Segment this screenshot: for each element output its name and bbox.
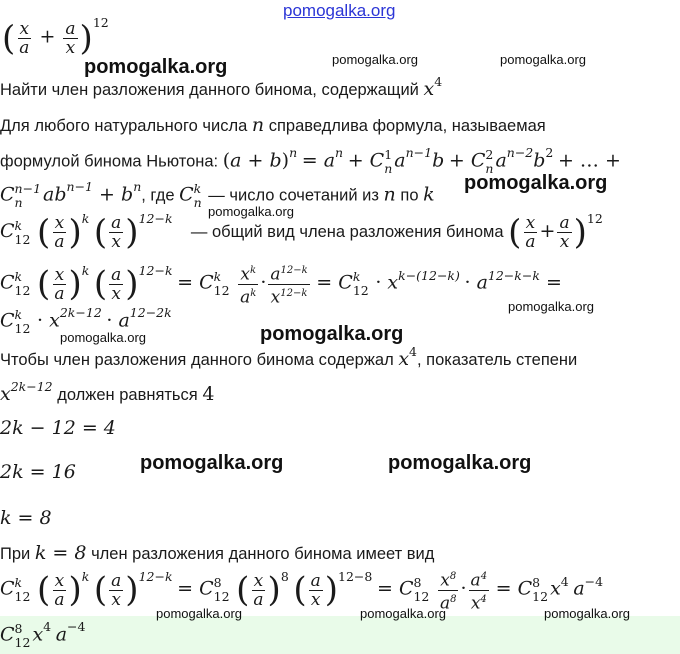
general-term-line: C k 12 ( $\frac{x}{a}$ )$^k$ ( $\frac{a}{x}$ )$^{12-k}$ — общий вид члена разложения бинома ( $\frac{x}{a}$ + $\frac{a}{x}$ )$^{12}$ (0, 210, 603, 253)
watermark: pomogalka.org (260, 323, 404, 345)
final-substitution: C k 12 ( $\frac{x}{a}$ )$^k$ ( $\frac{a}{x}$ )$^{12-k}$ = C 8 12 ( $\frac{x}{a}$ )$^8$ ( $\frac{a}{x}$ )$^{12-8}$ = C 8 12 $\frac{x^8}{a^8}$ · $\frac{a^4}{x^4}$ = C 8 12 $x^4$ $a^{-4}$ (0, 568, 604, 614)
expansion-result: C k 12 · $x^{2k-12} \cdot a^{12-2k}$ (0, 305, 172, 336)
watermark: pomogalka.org (60, 330, 146, 345)
expansion-line: C k 12 ( $\frac{x}{a}$ )$^k$ ( $\frac{a}{x}$ )$^{12-k}$ = C k 12 $\frac{x^k}{a^k}$ · $\frac{a^{12-k}}{x^{12-k}}$ = C k 12 · $x^{k-(12-k)} \cdot a^{12-k-k}$ = (0, 262, 562, 308)
intro-line-1: Для любого натурального числа n справедлива формула, называемая (0, 114, 546, 136)
equation-3: k = 8 (0, 507, 52, 529)
condition-line-2: $x^{2k-12}$ должен равняться 4 (0, 379, 215, 405)
binomial-expression: ( $\frac{x}{a}$ + $\frac{a}{x}$ )$^{12}$ (2, 14, 109, 59)
watermark-link[interactable]: pomogalka.org (283, 1, 396, 20)
watermark: pomogalka.org (332, 52, 418, 67)
watermark: pomogalka.org (360, 606, 446, 621)
watermark: pomogalka.org (508, 299, 594, 314)
watermark: pomogalka.org (156, 606, 242, 621)
watermark: pomogalka.org (500, 52, 586, 67)
watermark: pomogalka.org (544, 606, 630, 621)
answer-highlight (0, 616, 680, 654)
final-answer: C 8 12 $x^4$ $a^{-4}$ (0, 619, 86, 650)
equation-1: 2k − 12 = 4 (0, 417, 116, 439)
watermark: pomogalka.org (464, 172, 608, 194)
binomial-theorem-line: формулой бинома Ньютона: $(a + b)^n = a^n + C$ 1 n $a^{n-1}b + C$ 2 n $a^{n-2}b^2$ + … + (0, 145, 621, 176)
watermark: pomogalka.org (208, 204, 294, 219)
watermark: pomogalka.org (140, 452, 284, 474)
watermark: pomogalka.org (84, 56, 228, 78)
equation-2: 2k = 16 (0, 461, 76, 483)
condition-line-1: Чтобы член разложения данного бинома содержал $x^4$, показатель степени (0, 344, 578, 370)
answer-intro: При k = 8 член разложения данного бинома имеет вид (0, 542, 435, 564)
problem-heading: Найти член разложения данного бинома, содержащий $x^4$ (0, 74, 443, 100)
binomial-theorem-cont: C n−1 n $ab^{n-1} + b^n$, где C k n — число сочетаний из n по k (0, 179, 435, 210)
watermark: pomogalka.org (388, 452, 532, 474)
